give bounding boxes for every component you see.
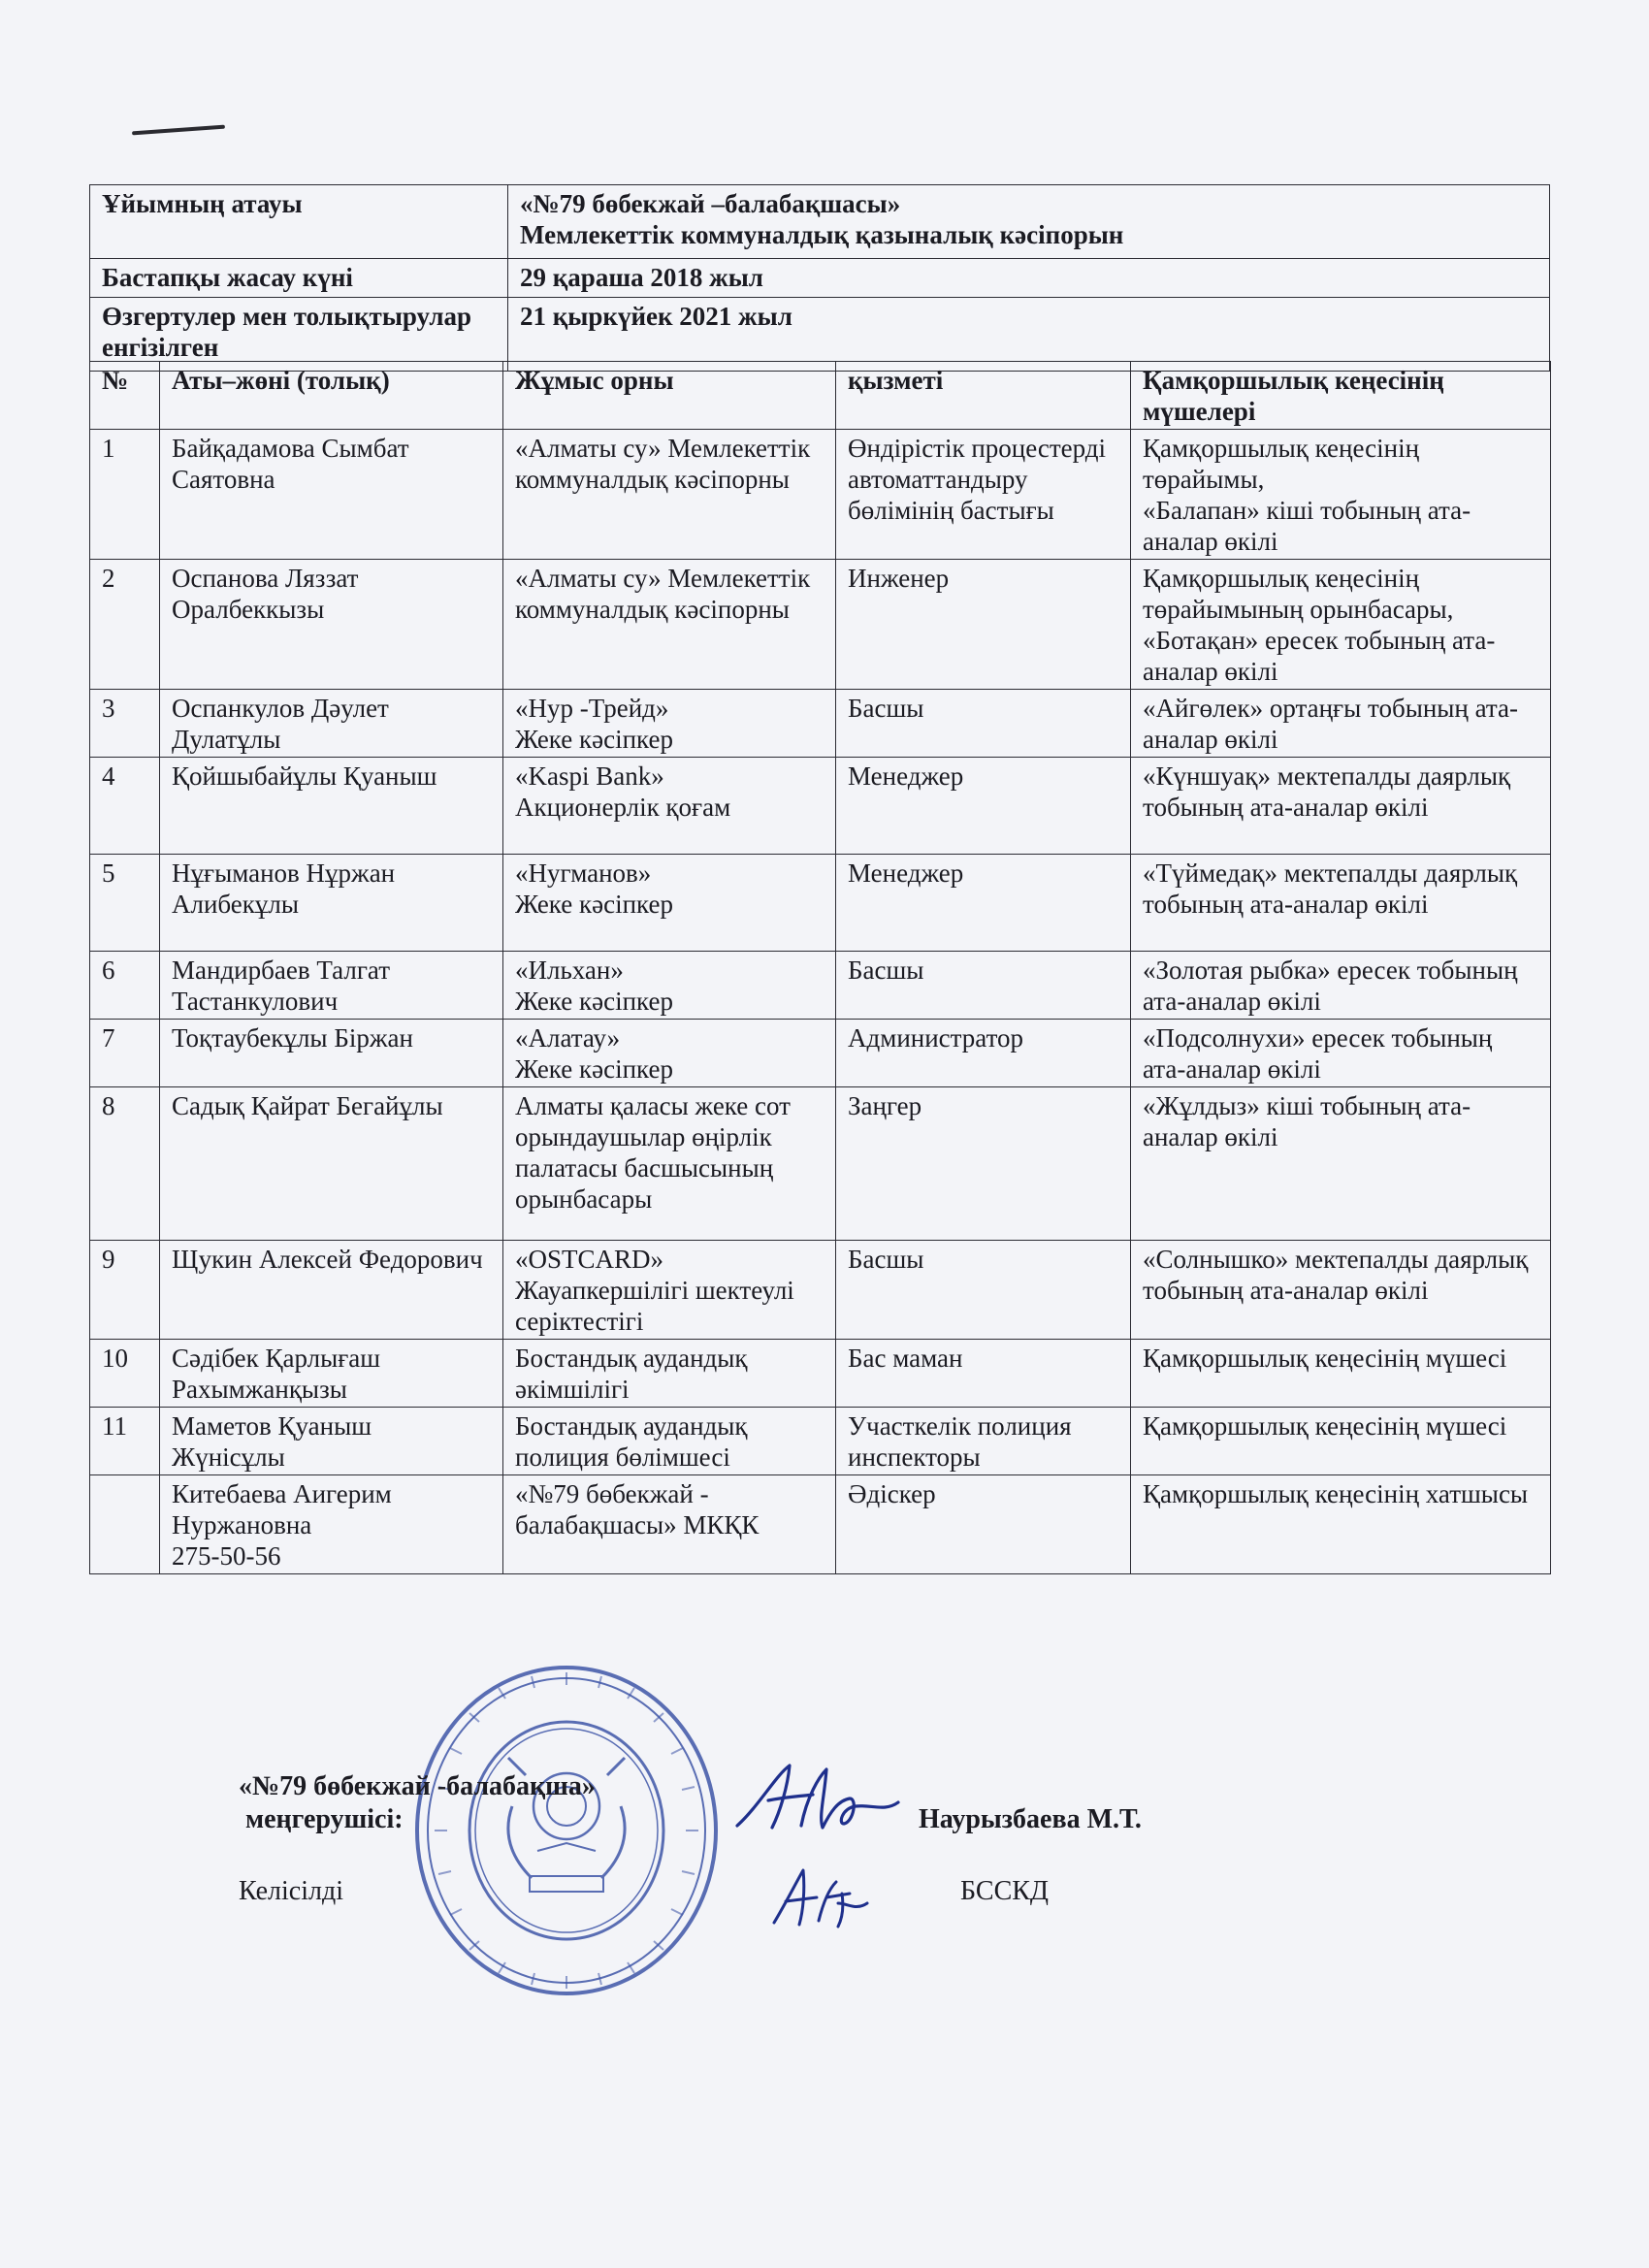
agreed-org: БССКД — [960, 1876, 1050, 1906]
member-board-role: «Айгөлек» ортаңғы тобының ата-аналар өкілі — [1131, 690, 1551, 758]
changes-date-value: 21 қыркүйек 2021 жыл — [508, 298, 1550, 372]
row-number — [90, 1475, 160, 1574]
table-row — [90, 855, 1551, 952]
row-number: 6 — [90, 952, 160, 1020]
agreed-label: Келісілді — [239, 1876, 343, 1906]
table-row — [90, 430, 1551, 560]
header-position: қызметі — [836, 362, 1131, 430]
member-workplace: «Kaspi Bank» Акционерлік қоғам — [503, 758, 836, 855]
member-position: Участкелік полиция инспекторы — [836, 1408, 1131, 1475]
official-stamp — [411, 1661, 722, 2000]
row-number: 8 — [90, 1087, 160, 1241]
row-number: 11 — [90, 1408, 160, 1475]
footer-org-line2: меңгерушісі: — [239, 1804, 404, 1834]
member-position: Инженер — [836, 560, 1131, 690]
header-full-name: Аты–жөні (толық) — [160, 362, 503, 430]
member-workplace: Бостандық аудандық полиция бөлімшесі — [503, 1408, 836, 1475]
table-row — [90, 1087, 1551, 1241]
member-position: Менеджер — [836, 855, 1131, 952]
member-workplace: Алматы қаласы жеке сот орындаушылар өңірлік палатасы басшысының орынбасары — [503, 1087, 836, 1241]
member-position: Бас маман — [836, 1340, 1131, 1408]
member-board-role: Қамқоршылық кеңесінің төрайымының орынбасары, «Ботақан» ересек тобының ата-аналар өкілі — [1131, 560, 1551, 690]
member-name: Нұғыманов Нұржан Алибекұлы — [160, 855, 503, 952]
member-board-role: «Солнышко» мектепалды даярлық тобының ата-аналар өкілі — [1131, 1241, 1551, 1340]
table-row — [90, 1475, 1551, 1574]
member-workplace: «Алатау» Жеке кәсіпкер — [503, 1020, 836, 1087]
row-number: 9 — [90, 1241, 160, 1340]
member-name: Қойшыбайұлы Қуаныш — [160, 758, 503, 855]
member-position: Басшы — [836, 952, 1131, 1020]
member-board-role: Қамқоршылық кеңесінің мүшесі — [1131, 1408, 1551, 1475]
member-position: Заңгер — [836, 1087, 1131, 1241]
director-signature — [729, 1758, 902, 1839]
table-header-row — [90, 362, 1551, 430]
table-row — [90, 952, 1551, 1020]
table-row — [90, 1340, 1551, 1408]
member-name: Щукин Алексей Федорович — [160, 1241, 503, 1340]
member-workplace: «№79 бөбекжай - балабақшасы» МКҚК — [503, 1475, 836, 1574]
board-members-table — [89, 361, 1551, 1574]
row-number: 1 — [90, 430, 160, 560]
table-row — [90, 560, 1551, 690]
row-number: 3 — [90, 690, 160, 758]
row-number: 10 — [90, 1340, 160, 1408]
table-row — [90, 758, 1551, 855]
member-workplace: «Алматы су» Мемлекеттік коммуналдық кәсіпорны — [503, 560, 836, 690]
member-board-role: Қамқоршылық кеңесінің хатшысы — [1131, 1475, 1551, 1574]
member-name: Китебаева Аигерим Нуржановна 275-50-56 — [160, 1475, 503, 1574]
row-number: 2 — [90, 560, 160, 690]
created-date-label: Бастапқы жасау күні — [90, 259, 508, 298]
member-workplace: Бостандық аудандық әкімшілігі — [503, 1340, 836, 1408]
row-number: 5 — [90, 855, 160, 952]
org-name-row — [90, 185, 1550, 259]
member-name: Оспанкулов Дәулет Дулатұлы — [160, 690, 503, 758]
member-position: Администратор — [836, 1020, 1131, 1087]
created-date-value: 29 қараша 2018 жыл — [508, 259, 1550, 298]
row-number: 4 — [90, 758, 160, 855]
member-board-role: «Золотая рыбка» ересек тобының ата-аналар өкілі — [1131, 952, 1551, 1020]
row-number: 7 — [90, 1020, 160, 1087]
org-name-value: «№79 бөбекжай –балабақшасы» Мемлекеттік коммуналдық қазыналық кәсіпорын — [508, 185, 1550, 259]
member-name: Садық Қайрат Бегайұлы — [160, 1087, 503, 1241]
member-board-role: «Күншуақ» мектепалды даярлық тобының ата-аналар өкілі — [1131, 758, 1551, 855]
header-workplace: Жұмыс орны — [503, 362, 836, 430]
member-position: Әдіскер — [836, 1475, 1131, 1574]
member-name: Оспанова Ляззат Оралбеккызы — [160, 560, 503, 690]
member-board-role: «Жұлдыз» кіші тобының ата-аналар өкілі — [1131, 1087, 1551, 1241]
member-board-role: Қамқоршылық кеңесінің төрайымы, «Балапан» кіші тобының ата-аналар өкілі — [1131, 430, 1551, 560]
created-date-row — [90, 259, 1550, 298]
member-name: Мандирбаев Талгат Тастанкулович — [160, 952, 503, 1020]
member-name: Маметов Қуаныш Жүнісұлы — [160, 1408, 503, 1475]
member-name: Сәдібек Қарлығаш Рахымжанқызы — [160, 1340, 503, 1408]
member-board-role: «Подсолнухи» ересек тобының ата-аналар өкілі — [1131, 1020, 1551, 1087]
member-workplace: «Ильхан» Жеке кәсіпкер — [503, 952, 836, 1020]
member-workplace: «Нугманов» Жеке кәсіпкер — [503, 855, 836, 952]
member-board-role: Қамқоршылық кеңесінің мүшесі — [1131, 1340, 1551, 1408]
table-row — [90, 1241, 1551, 1340]
approver-signature — [766, 1864, 875, 1932]
table-row — [90, 1020, 1551, 1087]
scan-mark — [132, 125, 225, 136]
member-workplace: «Алматы су» Мемлекеттік коммуналдық кәсіпорны — [503, 430, 836, 560]
director-name: Наурызбаева М.Т. — [919, 1804, 1142, 1834]
changes-date-label: Өзгертулер мен толықтырулар енгізілген — [90, 298, 508, 372]
member-name: Байқадамова Сымбат Саятовна — [160, 430, 503, 560]
member-position: Басшы — [836, 1241, 1131, 1340]
table-row — [90, 1408, 1551, 1475]
member-board-role: «Түймедақ» мектепалды даярлық тобының ата-аналар өкілі — [1131, 855, 1551, 952]
org-name-label: Ұйымның атауы — [90, 185, 508, 259]
member-name: Тоқтаубекұлы Біржан — [160, 1020, 503, 1087]
organization-info-table — [89, 184, 1550, 372]
member-workplace: «Нур -Трейд» Жеке кәсіпкер — [503, 690, 836, 758]
member-position: Менеджер — [836, 758, 1131, 855]
table-row — [90, 690, 1551, 758]
member-workplace: «OSTCARD» Жауапкершілігі шектеулі серіктестігі — [503, 1241, 836, 1340]
member-position: Басшы — [836, 690, 1131, 758]
header-number: № — [90, 362, 160, 430]
member-position: Өндірістік процестерді автоматтандыру бөлімінің бастығы — [836, 430, 1131, 560]
footer-org-line1: «№79 бөбекжай -балабақша» — [239, 1771, 596, 1801]
header-board-role: Қамқоршылық кеңесінің мүшелері — [1131, 362, 1551, 430]
